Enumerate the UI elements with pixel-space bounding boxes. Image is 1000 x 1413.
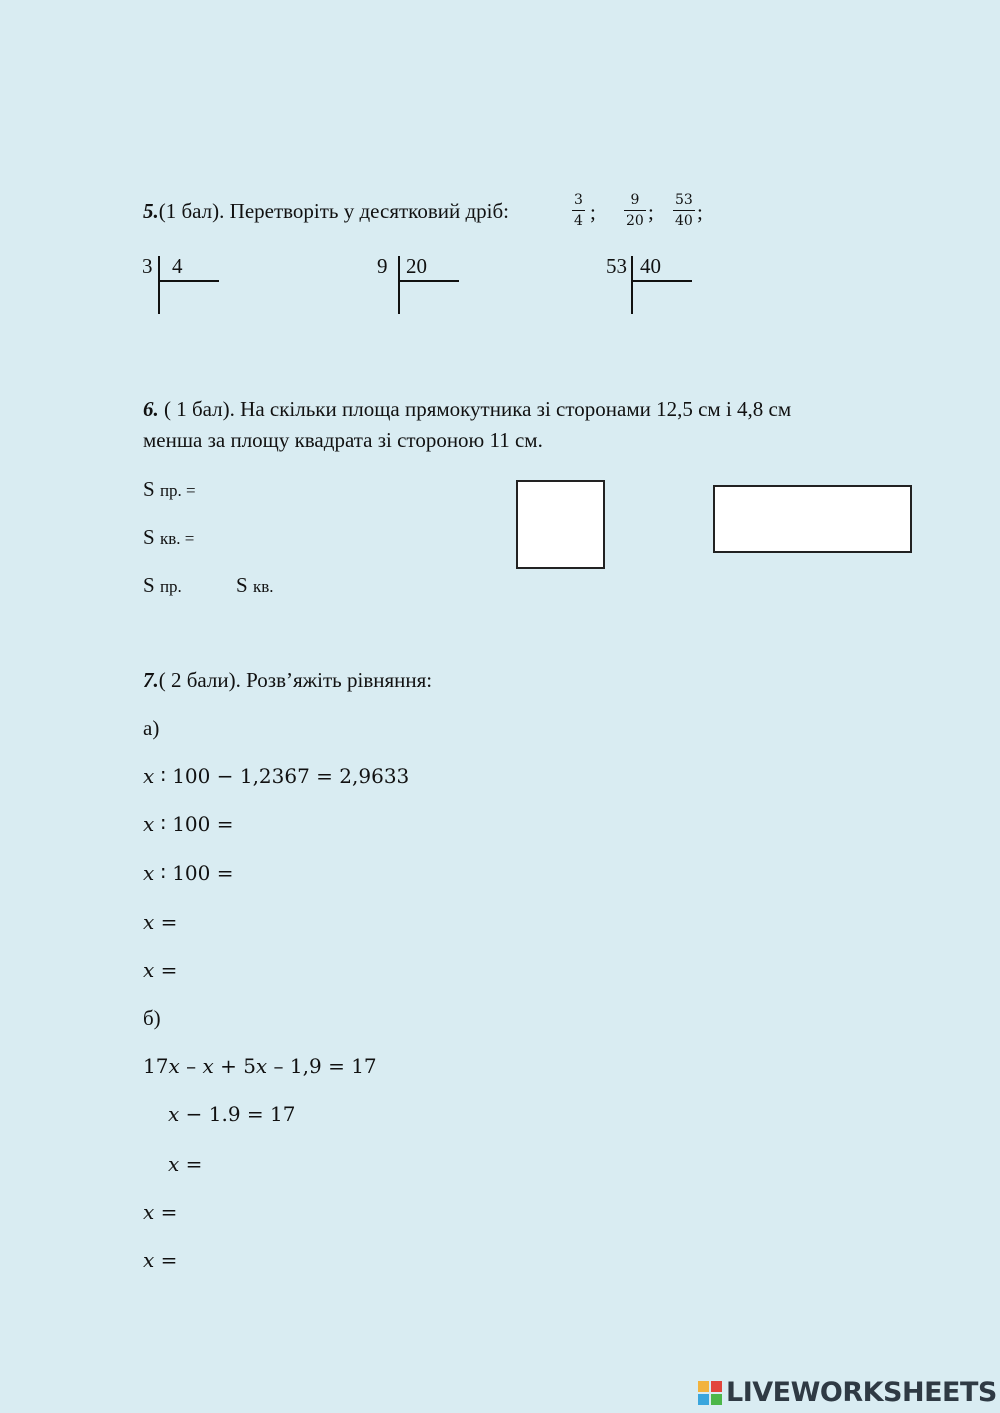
s-compare-right xyxy=(236,572,273,600)
s-rect-symbol: S xyxy=(143,477,155,501)
equation-b-line-5: 𝑥 = xyxy=(143,1248,178,1272)
task6-line2: менша за площу квадрата зі стороною 11 см. xyxy=(143,428,543,452)
task7-number: 7. xyxy=(143,668,159,692)
s-square-label: кв. = xyxy=(159,529,195,548)
task5-text: (1 бал). Перетворіть у десятковий дріб: xyxy=(158,199,510,223)
s-compare-right-label: кв. xyxy=(252,577,274,596)
liveworksheets-logo-icon xyxy=(698,1381,722,1405)
liveworksheets-logo-text: LIVEWORKSHEETS xyxy=(726,1377,997,1408)
s-rect-line xyxy=(143,476,196,504)
division-2-horizontal-line xyxy=(398,280,459,282)
task6-text: ( 1 бал). На скільки площа прямокутника зі сторонами 12,5 см і 4,8 см xyxy=(158,397,792,421)
division-1-divisor: 4 xyxy=(172,254,183,278)
fraction-2-denominator: 20 xyxy=(626,213,644,229)
equation-a-line-4: 𝑥 = xyxy=(143,910,178,934)
equation-b-line-2: 𝑥 − 1.9 = 17 xyxy=(168,1102,296,1126)
s-square-symbol: S xyxy=(143,525,155,549)
rectangle-answer-box[interactable] xyxy=(713,485,912,553)
s-rect-label: пр. = xyxy=(159,481,196,500)
task6-number: 6. xyxy=(143,397,159,421)
division-2-divisor: 20 xyxy=(406,254,427,278)
part-b-label: б) xyxy=(143,1006,161,1030)
division-3-dividend: 53 xyxy=(606,254,627,278)
liveworksheets-logo[interactable] xyxy=(698,1377,997,1408)
part-a-label: а) xyxy=(143,716,160,740)
division-1-horizontal-line xyxy=(158,280,219,282)
fraction-3 xyxy=(673,192,695,229)
s-compare-right-symbol: S xyxy=(236,573,248,597)
fraction-1-separator: ; xyxy=(590,200,596,224)
equation-a-line-5: 𝑥 = xyxy=(143,958,178,982)
fraction-2-separator: ; xyxy=(648,200,654,224)
equation-b-line-4: 𝑥 = xyxy=(143,1200,178,1224)
division-2-dividend: 9 xyxy=(377,254,388,278)
fraction-2-numerator: 9 xyxy=(630,192,640,208)
square-answer-box[interactable] xyxy=(516,480,605,569)
equation-a-line-3: 𝑥 ∶ 100 = xyxy=(143,861,234,885)
fraction-3-separator: ; xyxy=(697,200,703,224)
fraction-3-numerator: 53 xyxy=(675,192,693,208)
s-compare-left-symbol: S xyxy=(143,573,155,597)
task7-heading xyxy=(143,667,432,693)
s-compare-left-label: пр. xyxy=(159,577,182,596)
division-3-vertical-line xyxy=(631,256,633,314)
task5-number: 5. xyxy=(143,199,159,223)
division-2-vertical-line xyxy=(398,256,400,314)
fraction-2 xyxy=(624,192,646,229)
fraction-1 xyxy=(572,192,585,229)
task7-text: ( 2 бали). Розв’яжіть рівняння: xyxy=(158,668,433,692)
fraction-1-denominator: 4 xyxy=(574,213,583,229)
fraction-3-denominator: 40 xyxy=(675,213,693,229)
s-square-line xyxy=(143,524,194,552)
equation-b-line-1: 17𝑥 – 𝑥 + 5𝑥 – 1,9 = 17 xyxy=(143,1054,377,1078)
division-3-divisor: 40 xyxy=(640,254,661,278)
equation-a-line-1: 𝑥 ∶ 100 − 1,2367 = 2,9633 xyxy=(143,764,410,788)
task5-heading xyxy=(143,198,509,224)
division-3-horizontal-line xyxy=(631,280,692,282)
division-1-dividend: 3 xyxy=(142,254,153,278)
equation-b-line-3: 𝑥 = xyxy=(168,1152,203,1176)
task6-line1 xyxy=(143,396,791,422)
equation-a-line-2: 𝑥 ∶ 100 = xyxy=(143,812,234,836)
division-1-vertical-line xyxy=(158,256,160,314)
fraction-1-numerator: 3 xyxy=(574,192,583,208)
s-compare-left xyxy=(143,572,182,600)
